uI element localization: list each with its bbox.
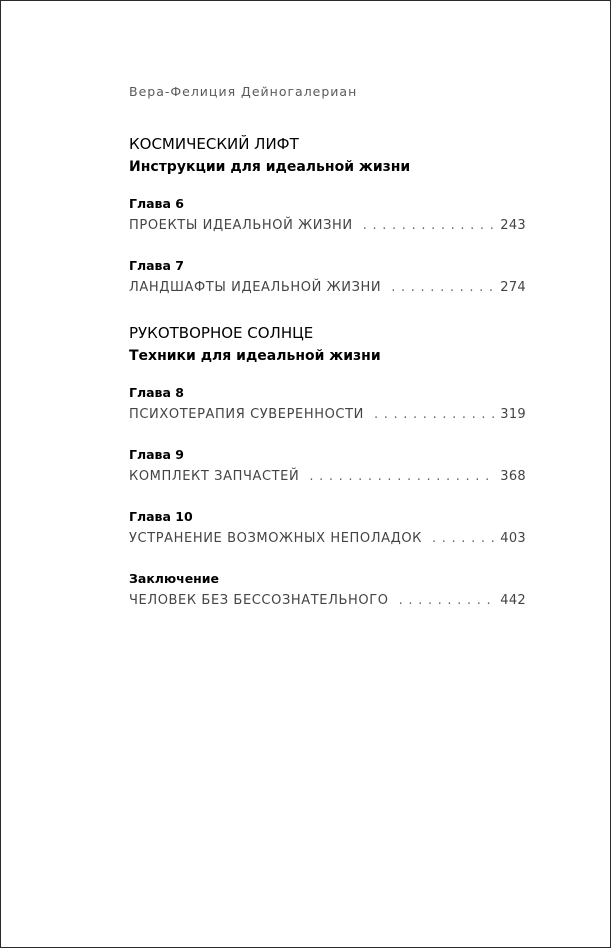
toc-entry-title: ЧЕЛОВЕК БЕЗ БЕССОЗНАТЕЛЬНОГО bbox=[129, 593, 389, 608]
part-subtitle: Инструкции для идеальной жизни bbox=[129, 159, 411, 175]
dot-leader bbox=[399, 593, 495, 608]
dot-leader bbox=[309, 469, 494, 484]
chapter-label: Глава 10 bbox=[129, 509, 193, 524]
toc-page-number: 243 bbox=[500, 218, 526, 233]
toc-entry[interactable] bbox=[129, 280, 526, 295]
toc-entry[interactable] bbox=[129, 593, 526, 608]
toc-page-number: 274 bbox=[500, 280, 526, 295]
toc-entry-title: ЛАНДШАФТЫ ИДЕАЛЬНОЙ ЖИЗНИ bbox=[129, 280, 382, 295]
toc-page-number: 368 bbox=[500, 469, 526, 484]
toc-entry[interactable] bbox=[129, 469, 526, 484]
toc-entry-title: ПСИХОТЕРАПИЯ СУВЕРЕННОСТИ bbox=[129, 407, 364, 422]
author-name: Вера-Фелиция Дейногалериан bbox=[129, 84, 358, 99]
part-title: КОСМИЧЕСКИЙ ЛИФТ bbox=[129, 135, 299, 153]
toc-entry[interactable] bbox=[129, 218, 526, 233]
part-subtitle: Техники для идеальной жизни bbox=[129, 348, 381, 364]
dot-leader bbox=[374, 407, 494, 422]
chapter-label: Глава 8 bbox=[129, 385, 184, 400]
chapter-label: Глава 7 bbox=[129, 258, 184, 273]
dot-leader bbox=[432, 531, 494, 546]
chapter-label: Глава 6 bbox=[129, 196, 184, 211]
toc-entry[interactable] bbox=[129, 531, 526, 546]
toc-entry[interactable] bbox=[129, 407, 526, 422]
toc-entry-title: УСТРАНЕНИЕ ВОЗМОЖНЫХ НЕПОЛАДОК bbox=[129, 531, 423, 546]
dot-leader bbox=[363, 218, 495, 233]
toc-entry-title: КОМПЛЕКТ ЗАПЧАСТЕЙ bbox=[129, 469, 300, 484]
toc-page-number: 403 bbox=[500, 531, 526, 546]
toc-entry-title: ПРОЕКТЫ ИДЕАЛЬНОЙ ЖИЗНИ bbox=[129, 218, 353, 233]
dot-leader bbox=[391, 280, 494, 295]
toc-page-number: 319 bbox=[500, 407, 526, 422]
chapter-label: Глава 9 bbox=[129, 447, 184, 462]
conclusion-label: Заключение bbox=[129, 571, 220, 586]
part-title: РУКОТВОРНОЕ СОЛНЦЕ bbox=[129, 324, 314, 342]
toc-page-number: 442 bbox=[500, 593, 526, 608]
